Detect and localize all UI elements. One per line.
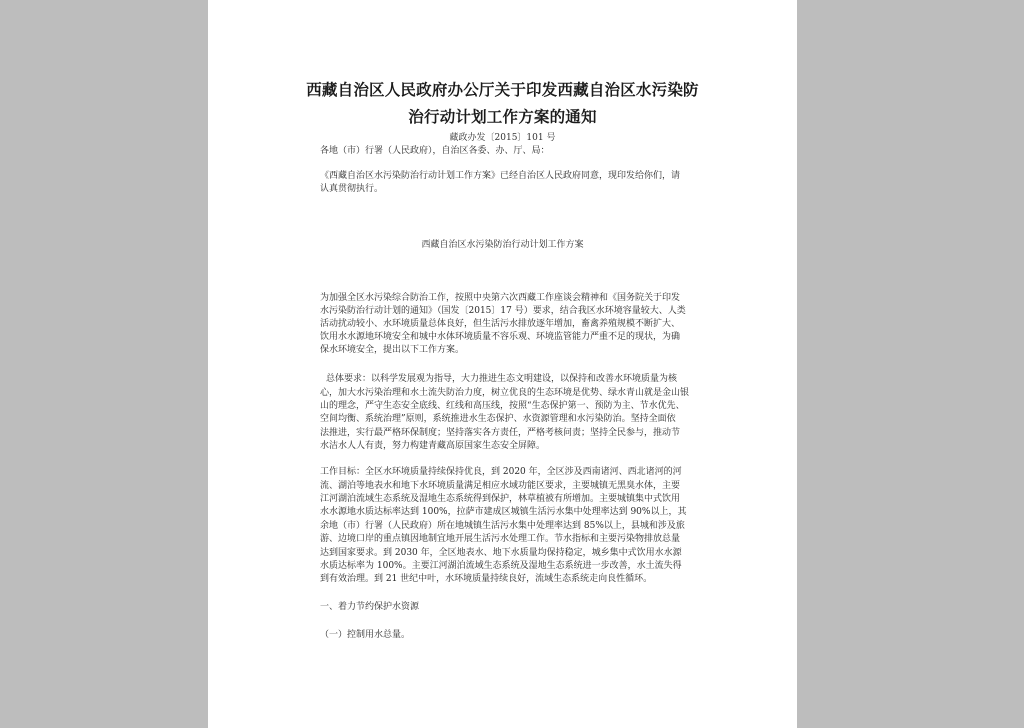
para3-line-7: 达到国家要求。到 2030 年，全区地表水、地下水质量均保持稳定，城乡集中式饮用水水源 xyxy=(320,548,682,558)
para3-line-1: 工作目标：全区水环境质量持续保持优良，到 2020 年，全区涉及西南诸河、西北诸河的河 xyxy=(320,467,682,477)
para2-line-2: 心，加大水污染治理和水土流失防治力度，树立优良的生态环境是优势、绿水青山就是金山银 xyxy=(320,388,690,398)
para2-line-4: 空间均衡、系统治理”原则，系统推进水生态保护、水资源管理和水污染防治。坚持全面依 xyxy=(320,414,676,424)
document-page xyxy=(208,0,797,728)
para3-line-2: 流、湖泊等地表水和地下水环境质量满足相应水域功能区要求，主要城镇无黑臭水体，主要 xyxy=(320,481,681,491)
addressee: 各地（市）行署（人民政府），自治区各委、办、厅、局： xyxy=(320,146,550,156)
para1-line-3: 活动扰动较小、水环境质量总体良好，但生活污水排放逐年增加，畜禽养殖规模不断扩大、 xyxy=(320,319,681,329)
document-title-line-1: 西藏自治区人民政府办公厅关于印发西藏自治区水污染防 xyxy=(306,80,699,99)
para3-line-8: 水质达标率为 100%。主要江河湖泊流域生态系统及湿地生态系统进一步改善，水土流失得 xyxy=(320,561,682,571)
para2-line-1: 总体要求：以科学发展观为指导，大力推进生态文明建设，以保持和改善水环境质量为核 xyxy=(326,374,678,384)
plan-title: 西藏自治区水污染防治行动计划工作方案 xyxy=(421,240,584,250)
para3-line-5: 余地（市）行署（人民政府）所在地城镇生活污水集中处理率达到 85%以上，县城和涉及旅 xyxy=(320,521,685,531)
subsection-heading-1: （一）控制用水总量。 xyxy=(320,630,411,640)
intro-line-2: 认真贯彻执行。 xyxy=(320,184,384,194)
section-heading-1: 一、着力节约保护水资源 xyxy=(320,602,420,612)
document-number: 藏政办发〔2015〕101 号 xyxy=(449,133,556,143)
para1-line-1: 为加强全区水污染综合防治工作，按照中央第六次西藏工作座谈会精神和《国务院关于印发 xyxy=(320,293,681,303)
para2-line-3: 山的理念，严守生态安全底线、红线和高压线，按照“生态保护第一、预防为主、节水优先、 xyxy=(320,401,685,411)
para2-line-6: 水洁水人人有责，努力构建青藏高原国家生态安全屏障。 xyxy=(320,441,546,451)
document-title-line-2: 治行动计划工作方案的通知 xyxy=(408,107,597,126)
para3-line-3: 江河湖泊流域生态系统及湿地生态系统得到保护，林草植被有所增加。主要城镇集中式饮用 xyxy=(320,494,681,504)
intro-line-1: 《西藏自治区水污染防治行动计划工作方案》已经自治区人民政府同意，现印发给你们，请 xyxy=(320,171,681,181)
para1-line-4: 饮用水水源地环境安全和城中水体环境质量不容乐观、环境监管能力严重不足的现状，为确 xyxy=(320,332,681,342)
para1-line-5: 保水环境安全，提出以下工作方案。 xyxy=(320,345,465,355)
para1-line-2: 水污染防治行动计划的通知》（国发〔2015〕17 号）要求，结合我区水环境容量较大、人类 xyxy=(320,306,686,316)
para3-line-9: 到有效治理。到 21 世纪中叶，水环境质量持续良好，流域生态系统走向良性循环。 xyxy=(320,574,653,584)
para2-line-5: 法推进，实行最严格环保制度；坚持落实各方责任，严格考核问责；坚持全民参与，推动节 xyxy=(320,428,681,438)
para3-line-4: 水水源地水质达标率达到 100%，拉萨市建成区城镇生活污水集中处理率达到 90%以上，其 xyxy=(320,507,687,517)
para3-line-6: 游、边境口岸的重点镇因地制宜地开展生活污水处理工作。节水指标和主要污染物排放总量 xyxy=(320,534,681,544)
